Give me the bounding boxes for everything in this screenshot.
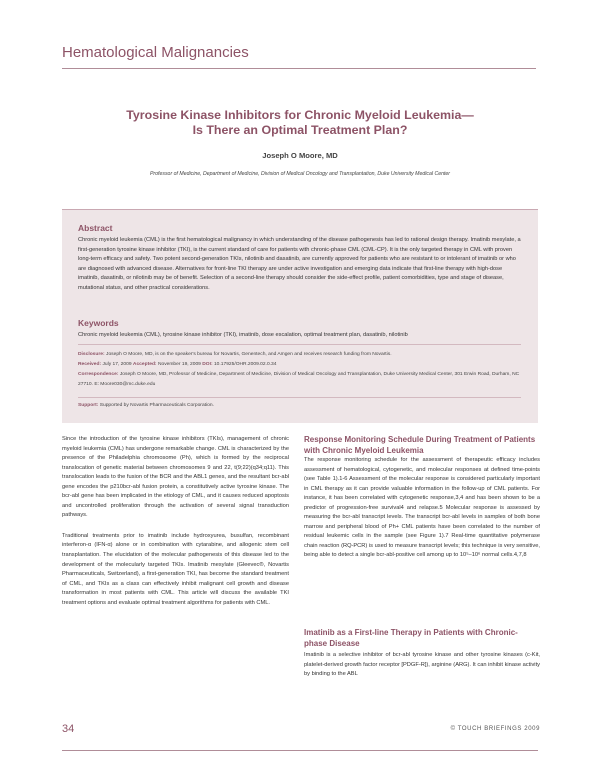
imatinib-text: Imatinib is a selective inhibitor of bcr-abl tyrosine kinase and other tyrosine kinases (c-Kit, platelet-derived growth factor receptor [PDGF-R]), arginine (ARG). It can inhibit kinase activity by binding to the ABL [304,652,540,678]
response-monitoring-text: The response monitoring schedule for the assessment of therapeutic efficacy includes assessment of hematological, cytogenetic, and molecular responses at defined time-points (see Table 1).1-6 Assessment of the molecular response is considered particularly important in CML therapy as it can provide valuable information in the follow-up of CML patients. For instance, it has been correlated with cytogenetic response,3,4 and has been shown to be a predictor of progression-free survival4 and relapse.5 Molecular response is assessed by measuring the bcr-abl transcript levels. The transcript bcr-abl levels in samples of both bone marrow and peripheral blood of Ph+ CML patients have been correlated to the number of residual leukemic cells in the sample (see Figure 1).7 Real-time quantitative polymerase chain reaction (RQ-PCR) is used to measure transcript levels; this technique is very sensitive, being able to detect a single bcr-abl-positive cell among up to 10⁵–10⁶ normal cells.4,7,8 [304,457,540,559]
correspondence-label: Correspondence: [78,372,119,377]
dates-line [78,360,521,370]
doi-label: DOI: [202,362,213,367]
author: Joseph O Moore, MD [262,151,338,160]
support-text: Supported by Novartis Pharmaceuticals Corporation. [99,403,214,408]
support-divider [78,397,521,398]
doi: 10.17925/OHR.2009.02.0.34 [213,362,277,367]
received-label: Received: [78,362,102,367]
support-label: Support: [78,403,99,408]
section-label: Hematological Malignancies [62,44,249,61]
abstract-text: Chronic myeloid leukemia (CML) is the first hematological malignancy in which understanding of the disease pathogenesis has led to rational design therapy. Imatinib mesylate, a first-generation tyrosine kinase inhibitor (TKI), is the current standard of care for patients with chronic-phase CML (CML-CP). It is the only targeted therapy in CML with proven long-term efficacy and safety. Two potent second-generation TKIs, nilotinib and dasatinib, are currently approved for patients who are resistant to or intolerant of imatinib or who are diagnosed with advanced disease. Alternatives for front-line TKI therapy are under active investigation and emerging data indicate that first-line therapy with high-dose imatinib, dasatinib, or nilotinib may be of benefit. Selection of a second-line therapy should consider the side-effect profile, patient comorbidities, type and stage of disease, mutational status, and other practical considerations. [78,237,521,291]
keywords-heading: Keywords [78,318,119,328]
disclosure-text: Joseph O Moore, MD, is on the speaker's bureau for Novartis, Genentech, and Amgen and receives research funding from Novartis. [106,352,392,357]
title-line-2: Is There an Optimal Treatment Plan? [192,123,408,137]
meta-divider [78,344,521,345]
disclosure-line [78,350,521,360]
copyright: © TOUCH BRIEFINGS 2009 [450,726,540,732]
accepted-date: November 19, 2009 [157,362,201,367]
affiliation: Professor of Medicine, Department of Medicine, Division of Medical Oncology and Transplantation, Duke University Medical Center [149,171,451,177]
accepted-label: Accepted: [132,362,157,367]
abstract-heading: Abstract [78,223,113,233]
disclosure-label: Disclosure: [78,352,105,357]
correspondence-line [78,370,521,390]
page-number: 34 [62,723,75,735]
title-line-1: Tyrosine Kinase Inhibitors for Chronic Myeloid Leukemia— [126,108,474,122]
imatinib-heading: Imatinib as a First-line Therapy in Patients with Chronic-phase Disease [304,628,518,648]
received-date: July 17, 2009 [102,362,132,367]
support-line [78,401,521,411]
intro-paragraph-1: Since the introduction of the tyrosine kinase inhibitors (TKIs), management of chronic myeloid leukemia (CML) has undergone remarkable change. CML is characterized by the presence of the Philadelphia chromosome (Ph), which is formed by the reciprocal translocation of genetic material between chromosomes 9 and 22, t(9;22)(q34;q11). This translocation leads to the fusion of the BCR and the ABL1 genes, and the resultant bcr-abl gene encodes the p210bcr-abl fusion protein, a constitutively active tyrosine kinase. The bcr-abl gene has been implicated in the etiology of CML, and it causes reduced apoptosis and uncontrolled proliferation through the activation of several signal transduction pathways. [62,436,289,519]
body-left-column [62,435,289,619]
footer-rule [62,750,538,751]
keywords-text: Chronic myeloid leukemia (CML), tyrosine kinase inhibitor (TKI), imatinib, dose escalation, optimal treatment plan, dasatinib, nilotinib [78,332,408,338]
response-monitoring-heading: Response Monitoring Schedule During Treatment of Patients with Chronic Myeloid Leukemia [304,435,536,455]
article-title [60,108,540,138]
intro-paragraph-2: Traditional treatments prior to imatinib include hydroxyurea, busulfan, recombinant interferon-α (IFN-α) alone or in combination with cytarabine, and allogenic stem cell transplantation. The elucidation of the molecular pathogenesis of this disease led to the development of the molecularly targeted TKIs. Imatinib mesylate (Gleevec®, Novartis Pharmaceuticals, Switzerland), a first-generation TKI, has become the standard treatment of CML, and TKIs as a class can effectively inhibit malignant cell growth and disease transformation in most patients with CML. This article will discuss the available TKI treatment options and evaluate optimal treatment algorithms for patients with CML. [62,532,289,606]
header-rule [62,68,536,69]
correspondence-text: Joseph O Moore, MD, Professor of Medicine, Department of Medicine, Division of Medical Oncology and Transplantation, Duke University Medical Center, 301 Erwin Road, Durham, NC 27710. E: Moore030@mc.duke.edu [78,372,520,387]
article-meta [78,350,521,390]
